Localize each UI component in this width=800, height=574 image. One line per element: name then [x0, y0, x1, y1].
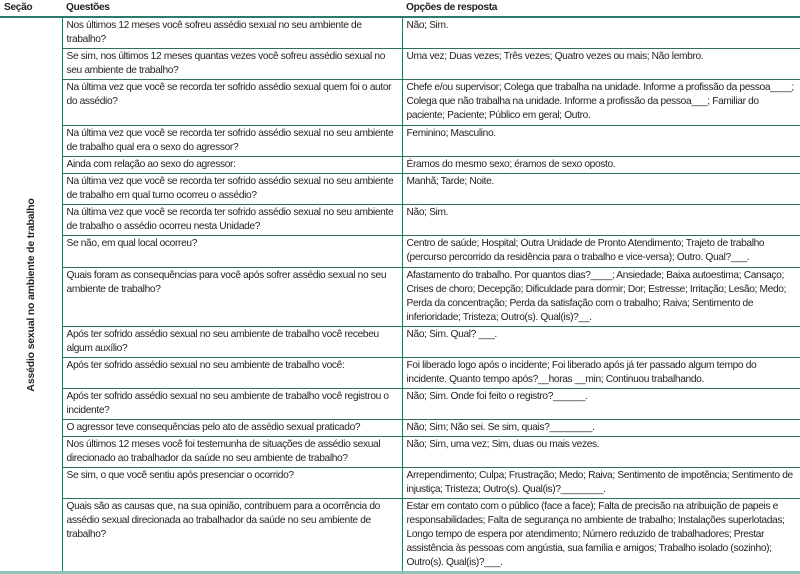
- options-cell: Afastamento do trabalho. Por quantos dias?____; Ansiedade; Baixa autoestima; Cansaço; Crises de choro; Decepção; Dificuldade para dormir; Dor; Estresse; Irritação; Lesão; Medo; Perda da concentração; Perda da satisfação com o trabalho; Raiva; Sentimento de inferioridade; Tristeza; Outro(s). Qual(is)?__.: [402, 268, 800, 327]
- table-row: [0, 126, 800, 157]
- question-cell: Na última vez que você se recorda ter sofrido assédio sexual quem foi o autor do assédio?: [62, 80, 402, 126]
- options-cell: Centro de saúde; Hospital; Outra Unidade de Pronto Atendimento; Trajeto de trabalho (percurso percorrido da residência para o trabalho e vice-versa); Outro. Qual?___.: [402, 236, 800, 268]
- question-cell: Na última vez que você se recorda ter sofrido assédio sexual no seu ambiente de trabalho o assédio ocorreu nesta Unidade?: [62, 205, 402, 236]
- question-cell: Após ter sofrido assédio sexual no seu ambiente de trabalho você recebeu algum auxílio?: [62, 327, 402, 358]
- table-body: [0, 17, 800, 573]
- options-cell: Estar em contato com o público (face a face); Falta de precisão na atribuição de papeis e responsabilidades; Falta de segurança no ambiente de trabalho; Instalações superlotadas; Longo tempo de espera por atendimento; Número reduzido de trabalhadores; Prestar assistência às pessoas com angústia, sua família e amigos; Trabalho isolado (sozinho); Outro(s). Qual(is)?___.: [402, 499, 800, 573]
- question-cell: Se sim, o que você sentiu após presenciar o ocorrido?: [62, 468, 402, 499]
- header-questions: Questões: [62, 0, 402, 17]
- question-cell: Após ter sofrido assédio sexual no seu ambiente de trabalho você registrou o incidente?: [62, 389, 402, 420]
- table-row: [0, 389, 800, 420]
- table-row: [0, 420, 800, 437]
- options-cell: Arrependimento; Culpa; Frustração; Medo; Raiva; Sentimento de impotência; Sentimento de injustiça; Tristeza; Outro(s). Qual(is)?________.: [402, 468, 800, 499]
- options-cell: Feminino; Masculino.: [402, 126, 800, 157]
- options-cell: Não; Sim. Qual? ___.: [402, 327, 800, 358]
- question-cell: Se não, em qual local ocorreu?: [62, 236, 402, 268]
- options-cell: Manhã; Tarde; Noite.: [402, 174, 800, 205]
- question-cell: Se sim, nos últimos 12 meses quantas vezes você sofreu assédio sexual no seu ambiente de trabalho?: [62, 49, 402, 80]
- table-row: [0, 49, 800, 80]
- options-cell: Foi liberado logo após o incidente; Foi liberado após já ter passado algum tempo do incidente. Quanto tempo após?__horas __min; Continuou trabalhando.: [402, 358, 800, 389]
- table-row: [0, 268, 800, 327]
- section-cell: [0, 17, 62, 573]
- question-cell: O agressor teve consequências pelo ato de assédio sexual praticado?: [62, 420, 402, 437]
- question-cell: Ainda com relação ao sexo do agressor:: [62, 157, 402, 174]
- table-row: [0, 17, 800, 49]
- options-cell: Não; Sim, uma vez; Sim, duas ou mais vezes.: [402, 437, 800, 468]
- question-cell: Na última vez que você se recorda ter sofrido assédio sexual no seu ambiente de trabalho qual era o sexo do agressor?: [62, 126, 402, 157]
- table-row: [0, 327, 800, 358]
- table-row: [0, 157, 800, 174]
- header-section: Seção: [0, 0, 62, 17]
- table-row: [0, 80, 800, 126]
- table-row: [0, 437, 800, 468]
- options-cell: Não; Sim.: [402, 17, 800, 49]
- options-cell: Éramos do mesmo sexo; éramos de sexo oposto.: [402, 157, 800, 174]
- options-cell: Não; Sim. Onde foi feito o registro?______.: [402, 389, 800, 420]
- table-row: [0, 468, 800, 499]
- options-cell: Uma vez; Duas vezes; Três vezes; Quatro vezes ou mais; Não lembro.: [402, 49, 800, 80]
- header-row: [0, 0, 800, 17]
- table-row: [0, 174, 800, 205]
- question-cell: Após ter sofrido assédio sexual no seu ambiente de trabalho você:: [62, 358, 402, 389]
- question-cell: Na última vez que você se recorda ter sofrido assédio sexual no seu ambiente de trabalho em qual turno ocorreu o assédio?: [62, 174, 402, 205]
- options-cell: Não; Sim; Não sei. Se sim, quais?________.: [402, 420, 800, 437]
- question-cell: Nos últimos 12 meses você foi testemunha de situações de assédio sexual direcionado ao trabalhador da saúde no seu ambiente de trabalho?: [62, 437, 402, 468]
- options-cell: Chefe e/ou supervisor; Colega que trabalha na unidade. Informe a profissão da pessoa____; Colega que não trabalha na unidade. Informe a profissão da pessoa___; Familiar do paciente; Paciente; Público em geral; Outro.: [402, 80, 800, 126]
- question-cell: Nos últimos 12 meses você sofreu assédio sexual no seu ambiente de trabalho?: [62, 17, 402, 49]
- table-row: [0, 358, 800, 389]
- question-cell: Quais são as causas que, na sua opinião, contribuem para a ocorrência do assédio sexual direcionada ao trabalhador da saúde no seu ambiente de trabalho?: [62, 499, 402, 573]
- table-row: [0, 205, 800, 236]
- table-row: [0, 236, 800, 268]
- header-options: Opções de resposta: [402, 0, 800, 17]
- question-cell: Quais foram as consequências para você após sofrer assédio sexual no seu ambiente de trabalho?: [62, 268, 402, 327]
- options-cell: Não; Sim.: [402, 205, 800, 236]
- section-label: Assédio sexual no ambiente de trabalho: [24, 197, 37, 392]
